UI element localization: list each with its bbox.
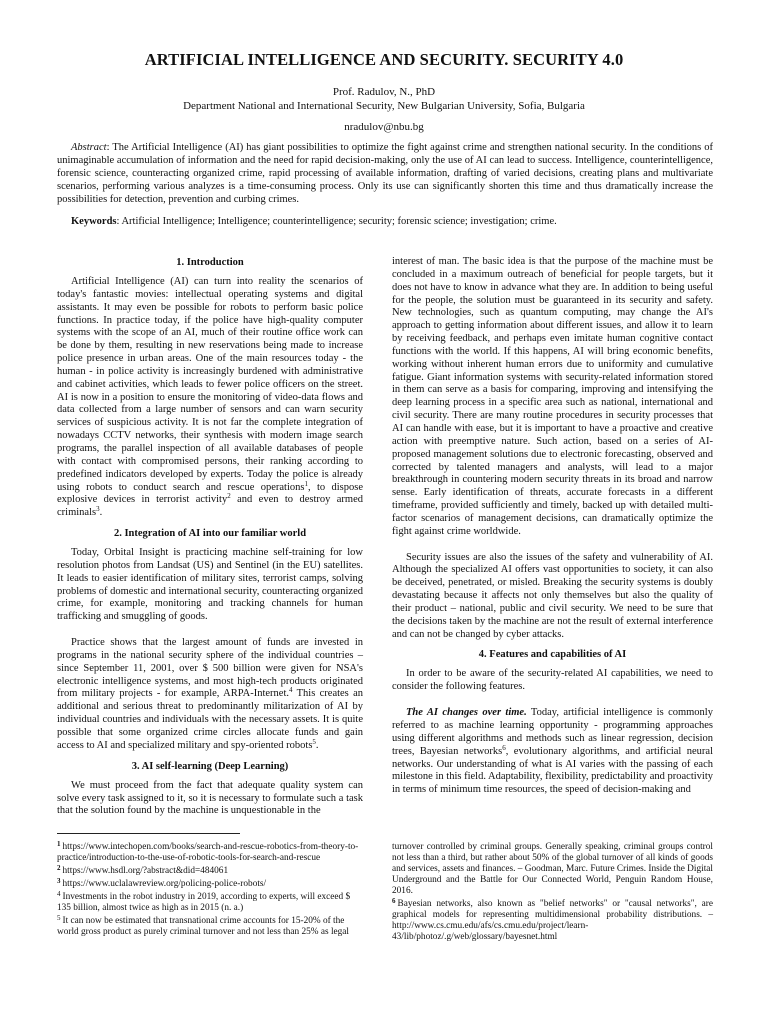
integration-paragraph-2 xyxy=(57,637,363,753)
intro-text-d: . xyxy=(99,507,103,519)
integration-text-a: Practice shows that the largest amount of funds are invested in programs in the national security sphere of the individual countries – since September 11, 2001, over $ 500 billion were given for NSA's electronic intelligence systems, and most high-tech products originated from military projects - for example, ARPA-Internet. xyxy=(57,637,363,700)
footnote-divider xyxy=(57,833,240,834)
footnotes-left xyxy=(57,842,363,940)
footnote-ref-4[interactable]: 4 xyxy=(289,686,293,695)
features-paragraph-2 xyxy=(392,707,713,797)
footnote-1-marker: 1 xyxy=(57,840,61,848)
section-heading-self-learning: 3. AI self-learning (Deep Learning) xyxy=(131,760,289,772)
footnote-3-text[interactable]: https://www.uclalawreview.org/policing-police-robots/ xyxy=(62,879,267,890)
footnote-5-text: It can now be estimated that transnational crime accounts for 15-20% of the world gross product as purely criminal turnover and not less than 25% as legal xyxy=(57,916,350,938)
integration-text-b: This creates an additional and serious threat to predominantly militarization of AI by individual countries and individuals with the necessary assets. It is quite possible that some organized crime circles allocate funds and gain access to AI and specialized military and spy-oriented robots xyxy=(57,688,363,751)
intro-text-c: and even to destroy armed criminals xyxy=(57,494,364,519)
self-learning-paragraph-2: Security issues are also the issues of the safety and vulnerability of AI. Although the specialized AI offers vast opportunities to society, it can also be deceived, penetrated, or misled. Breaking the security systems is doubly devastating because it affects not only themselves but also the quality of their product – national, public and civil security. We need to be sure that the decisions taken by the machine are not the result of external interference and can not be changed by cyber attacks. xyxy=(392,551,713,640)
footnote-5-marker: 5 xyxy=(57,914,61,923)
paper-title: ARTIFICIAL INTELLIGENCE AND SECURITY. SECURITY 4.0 xyxy=(144,50,624,69)
footnote-2 xyxy=(57,866,363,877)
integration-text-c: . xyxy=(315,739,319,751)
self-learning-paragraph-continued: interest of man. The basic idea is that the purpose of the machine must be concluded in a maximum outreach of beneficial for people targets, but it does not have to know in advance what they are. In addition to being useful for the people, the solution must be guaranteed in its security and safety. New technologies, such as quantum computing, may change the AI's approach to getting information about different issues, and allow it to learn by receiving feedback, and perhaps even imitate human cognitive contact functions with the world. If this happens, AI will bring economic benefits, working without inherent human errors due to uniformity and cumulative fatigue. Giant information systems with security-related information stored in them can serve as a basis for comparing, improving and intensifying the deep learning process in a specific area such as national, international and civil security. There are many routine procedures in security processes that AI can handle with ease, but it is important to have a proactive and creative action with preemptive nature. Such action, based on a series of AI-proposed management solutions due to electronic forecasting, observed and corrected by talented managers and analysts, will lead to a major breakthrough in countering modern security threats in its broad and narrow sense. Early identification of threats, accurate forecasts in a different timeframe, provided sufficiently and timely, backed up with detailed multi-factor scenarios of management decisions, can dramatically optimize the fight against crime worldwide. xyxy=(392,256,713,537)
footnote-2-marker: 2 xyxy=(57,864,61,873)
footnote-4-marker: 4 xyxy=(57,890,61,899)
features-text-a: Today, artificial intelligence is commonly referred to as machine learning opportunity - programming approaches using different algorithms and methods such as linear regression, decision trees, Bayesian networks xyxy=(392,707,713,757)
footnote-1 xyxy=(57,842,363,864)
section-heading-features: 4. Features and capabilities of AI xyxy=(478,649,627,661)
section-heading-introduction: 1. Introduction xyxy=(176,257,244,268)
footnote-4-text: Investments in the robot industry in 2019, according to experts, will exceed $ 135 billion, almost twice as high as in 2015 (n. a.) xyxy=(57,892,351,914)
author-affiliation: Department National and International Security, New Bulgarian University, Sofia, Bulgaria xyxy=(183,100,585,112)
footnote-3-marker: 3 xyxy=(57,877,61,886)
footnote-ref-1[interactable]: 1 xyxy=(304,479,308,488)
keywords-text: : Artificial Intelligence; Intelligence; counterintelligence; security; forensic science; investigation; crime. xyxy=(116,216,557,227)
author-name: Prof. Radulov, N., PhD xyxy=(332,86,436,98)
right-column xyxy=(392,256,713,797)
footnote-4 xyxy=(57,892,363,914)
keywords xyxy=(57,215,713,228)
footnote-6 xyxy=(392,899,713,943)
intro-text-b: , to dispose explosive devices in terrorist activity xyxy=(57,481,364,506)
footnote-5-continued: turnover controlled by criminal groups. Generally speaking, criminal groups control not less than a third, but rather about 50% of the global turnover of all kinds of goods and services, assets and finances. – Goodman, Marc. Future Crimes. Inside the Digital Underground and the Battle for Our Connected World, Penguin Random House, 2016. xyxy=(392,842,713,897)
author-email[interactable]: nradulov@nbu.bg xyxy=(344,121,424,133)
features-lead-in: The AI changes over time. xyxy=(406,707,527,719)
abstract-text: : The Artificial Intelligence (AI) has giant possibilities to optimize the fight against crime and strengthen national security. In the conditions of unimaginable accumulation of information and the need for rapid decision-making, only the use of AI can lead to success. Intelligence, counterintelligence, forensic science, counteracting organized crime, rapid processing of available information, drafting of varied decisions, creating plans and multivariate scenarios, performing various analyzes is a time-consuming process. Only its use can significantly shorten this time and thus dramatically increase the possibilities for detection, prevention and curbing crimes. xyxy=(57,142,713,206)
intro-text-a: Artificial Intelligence (AI) can turn into reality the scenarios of today's fantastic movies: intellectual operating systems and digital assistants. It may even be possible for robots to perform basic police functions. In practice today, if the police have high-quality computer systems with the scope of an AI, much of their routine office work can be done by them, resulting in new reservations being made to increase police presence in urban areas. One of the main resources today - the human - in police activity is increasingly burdened with administrative and cabinet activities, which leads to fewer police officers on the street. AI is now in a position to ensure the monitoring of video-data flows and data collected from a large number of sensors and can warn security services of suspicious activity. It is not far the complete integration of nowadays CCTV networks, their synthesis with modern image search programs, the parallel inspection of all available databases of people with contact with compromised persons, their ranking according to predefined indicators developed by experts. Today the police is already using robots to conduct search and rescue operations xyxy=(57,276,363,493)
footnote-6-marker: 6 xyxy=(392,897,396,906)
footnotes-right xyxy=(392,842,713,945)
self-learning-paragraph-start: We must proceed from the fact that adequate quality system can solve every task assigned to it, so it is necessary to formulate such a task that the solution found by the machine is unquestionable in the xyxy=(57,779,363,817)
features-text-b: , evolutionary algorithms, and artificial neural networks. Our understanding of what is AI varies with the passing of each milestone in this field. Adaptability, flexibility, predictability and proactivity in terms of minimum time resources, the speed of decision-making and xyxy=(392,745,713,796)
left-column xyxy=(57,256,363,818)
footnote-ref-2[interactable]: 2 xyxy=(227,492,231,501)
footnote-5 xyxy=(57,916,363,938)
footnote-3 xyxy=(57,879,363,890)
footnote-ref-3[interactable]: 3 xyxy=(96,505,100,514)
integration-paragraph-1: Today, Orbital Insight is practicing machine self-training for low resolution photos from Landsat (US) and Sentinel (in the EU) satellites. It leads to easier identification of military sites, terrorist camps, solving problems of domestic and international security, counteracting organized crime, for example, monitoring and tracking channels for human trafficking and smuggling of goods. xyxy=(57,547,363,623)
keywords-label: Keywords xyxy=(71,216,117,227)
footnote-2-text[interactable]: https://www.hsdl.org/?abstract&did=484061 xyxy=(62,866,229,877)
abstract-label: Abstract xyxy=(71,142,107,153)
section-heading-integration: 2. Integration of AI into our familiar world xyxy=(113,528,307,540)
features-paragraph-1: In order to be aware of the security-related AI capabilities, we need to consider the following features. xyxy=(392,668,713,693)
footnote-6-text: Bayesian networks, also known as "belief networks" or "causal networks", are graphical models for representing multidimensional probability distributions. – http://www.cs.cmu.edu/afs/cs.cmu.edu/project/learn-43/lib/photoz/.g/web/glossary/bayesnet.html xyxy=(392,899,713,943)
abstract xyxy=(57,141,713,206)
footnote-ref-5[interactable]: 5 xyxy=(312,737,316,746)
footnote-1-text[interactable]: https://www.intechopen.com/books/search-and-rescue-robotics-from-theory-to-practice/introduction-to-the-use-of-robotic-tools-for-search-and-rescue xyxy=(57,842,359,864)
footnote-ref-6[interactable]: 6 xyxy=(502,743,506,752)
intro-paragraph xyxy=(57,276,363,520)
